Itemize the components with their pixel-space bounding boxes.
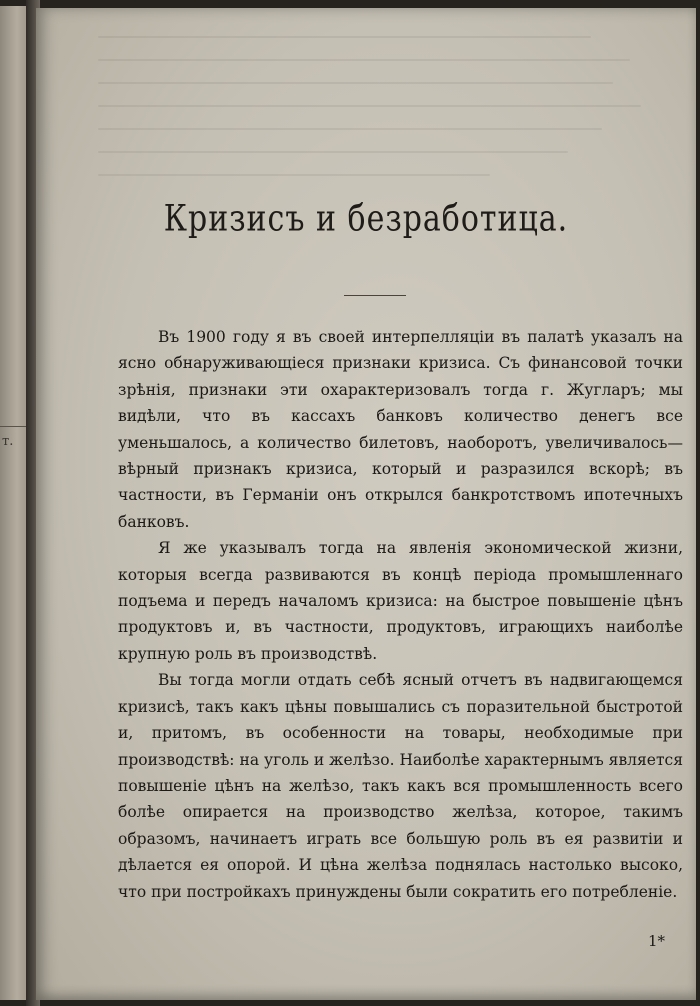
paragraph: Вы тогда могли отдать себѣ ясный отчетъ въ надвигающемся кризисѣ, такъ какъ цѣны повышались съ поразительной быстротой и, притомъ, въ особенности на товары, необходимые при производствѣ: на уголь и желѣзо. Наиболѣе характернымъ является повышеніе цѣнъ на желѣзо, такъ какъ вся промышленность всего болѣе опирается на производство желѣза, которое, такимъ образомъ, начинаетъ играть все большую роль въ ея развитіи и дѣлается ея опорой. И цѣна желѣза поднялась настолько высоко, что при постройкахъ принуждены были сократить его потребленіе. [118,671,683,901]
left-page-edge [0,6,28,1000]
left-page-rule [0,426,26,427]
paragraph: Въ 1900 году я въ своей интерпелляціи въ палатѣ указалъ на ясно обнаруживающіеся признаки кризиса. Съ финансовой точки зрѣнія, признаки эти охарактеризовалъ тогда г. Жугларъ; мы видѣли, что въ кассахъ банковъ количество денегъ все уменьшалось, а количество билетовъ, наоборотъ, увеличивалось—вѣрный признакъ кризиса, который и разразился вскорѣ; въ частности, въ Германіи онъ открылся банкротствомъ ипотечныхъ банковъ. [118,328,683,531]
book-page [36,8,696,1000]
chapter-body [118,324,683,905]
chapter-title: Кризисъ и безработица. [163,198,569,240]
left-page-fragment: т. [2,434,14,449]
title-divider [344,295,406,296]
paragraph: Я же указывалъ тогда на явленія экономической жизни, которыя всегда развиваются въ концѣ періода промышленнаго подъема и передъ началомъ кризиса: на быстрое повышеніе цѣнъ продуктовъ и, въ частности, продуктовъ, играющихъ наиболѣе крупную роль въ производствѣ. [118,539,683,663]
page-number: 1* [648,932,666,950]
show-through-text [98,36,658,197]
